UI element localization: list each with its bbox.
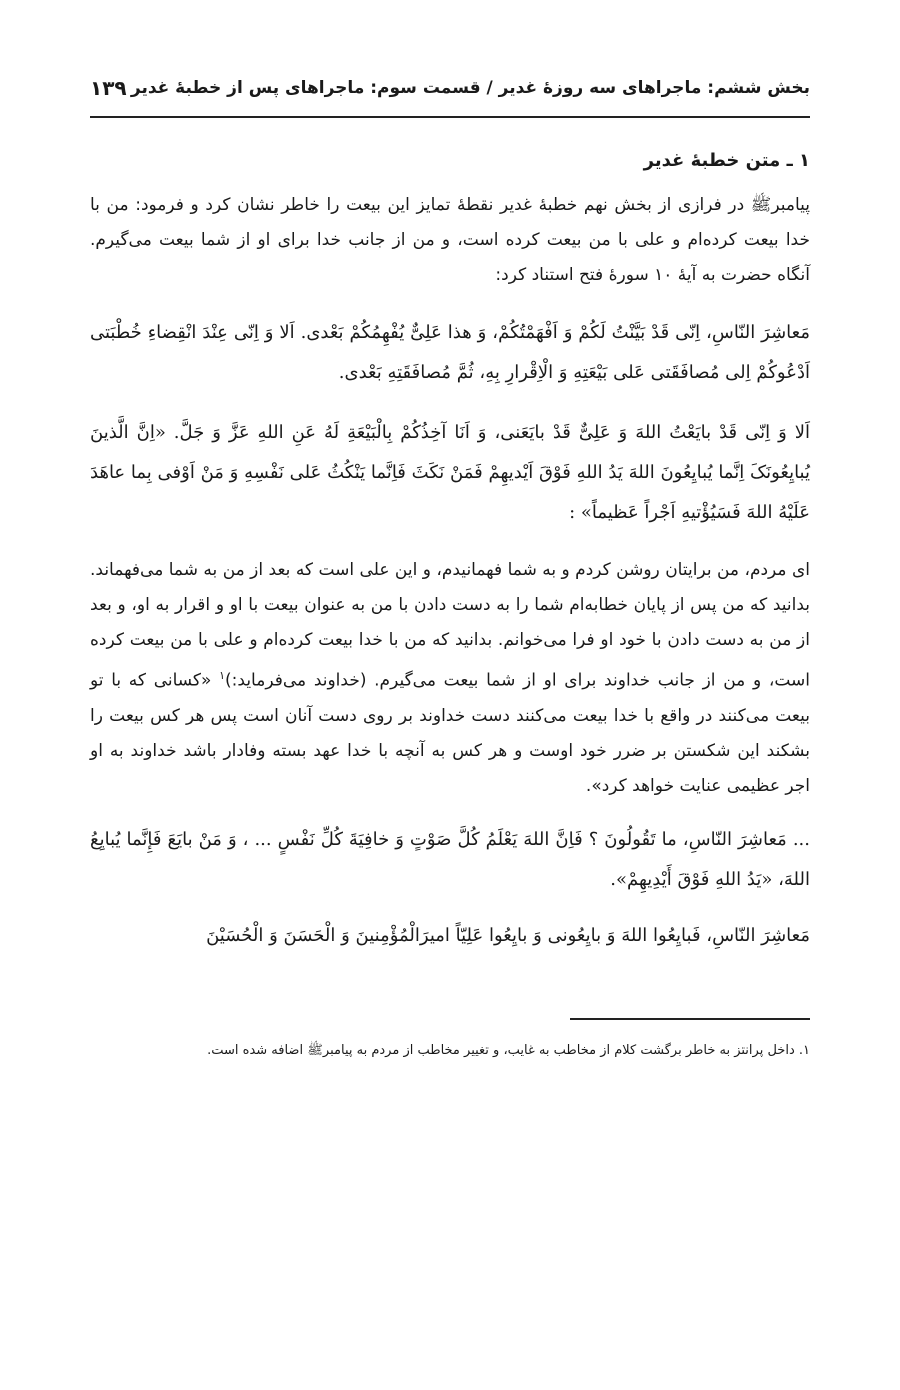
translation-text-part-2: «کسانی که با تو بیعت می‌کنند در واقع با خدا بیعت می‌کنند دست خداوند بر روی دست آنان است پس هر کس بیعت را بشکند این شکستن بر ضرر خود اوست و هر کس به آنچه با خدا عهد بسته وفادار باشد خداوند به او اجر عظیمی عنایت خواهد کرد».: [90, 670, 810, 796]
page-number: ۱۳۹: [90, 76, 127, 100]
footnote-reference[interactable]: ۱: [219, 669, 226, 682]
header-divider: [90, 116, 810, 118]
footnote-text: ۱. داخل پرانتز به خاطر برگشت کلام از مخاطب به غایب، و تغییر مخاطب از مردم به پیامبرﷺ اضافه شده است.: [207, 1043, 810, 1058]
arabic-quote-3: ... مَعاشِرَ النّاسِ، ما تَقُولُونَ ؟ فَاِنَّ اللهَ یَعْلَمُ کُلَّ صَوْتٍ وَ خافِیَةَ کُلِّ نَفْسٍ ... ، وَ مَنْ بایَعَ فَإِنَّما یُبایِعُ اللهَ، «یَدُ اللهِ فَوْقَ أَیْدِیهِمْ».: [90, 828, 810, 890]
intro-paragraph: پیامبرﷺ در فرازی از بخش نهم خطبهٔ غدیر نقطهٔ تمایز این بیعت را خاطر نشان کرد و فرمود: من با خدا بیعت کرده‌ام و علی با من بیعت کرده است، و من از جانب خدا برای او از شما بیعت می‌گیرم. آنگاه حضرت به آیهٔ ۱۰ سورهٔ فتح استناد کرد:: [90, 195, 810, 285]
arabic-quote-2: اَلا وَ اِنّی قَدْ بایَعْتُ اللهَ وَ عَلِیٌّ قَدْ بایَعَنی، وَ اَنَا آخِذُکُمْ بِالْبَیْعَةِ لَهُ عَنِ اللهِ عَزَّ وَ جَلَّ. «اِنَّ الَّذینَ یُبایِعُونَکَ اِنَّما یُبایِعُونَ اللهَ یَدُ اللهِ فَوْقَ اَیْدیهِمْ فَمَنْ نَکَثَ فَاِنَّما یَنْکُثُ عَلی نَفْسِهِ وَ مَنْ اَوْفی بِما عاهَدَ عَلَیْهُ اللهَ فَسَیُؤْتیهِ اَجْراً عَظیماً» :: [90, 422, 810, 523]
book-page: [90, 0, 810, 1390]
arabic-quote-1: مَعاشِرَ النّاسِ، اِنّی قَدْ بَیَّنْتُ لَکُمْ وَ اَفْهَمْتُکُمْ، وَ هذا عَلِیٌّ یُفْهِمُکُمْ بَعْدی. اَلا وَ اِنّی عِنْدَ انْقِضاءِ خُطْبَتی اَدْعُوکُمْ اِلی مُصافَقَتی عَلی بَیْعَتِهِ وَ الْاِقْرارِ بِهِ، ثُمَّ مُصافَقَتِهِ بَعْدی.: [90, 322, 810, 383]
page-body: [90, 148, 810, 956]
translation-text-part-1: ای مردم، من برایتان روشن کردم و به شما فهمانیدم، و این علی است که بعد از من به شما می‌فهماند. بدانید که من پس از پایان خطابه‌ام شما را به دست دادن با من به عنوان بیعت با او و اقرار به او، و بعد از من به دست دادن با خود او فرا می‌خوانم. بدانید که من با خدا بیعت کرده‌ام و علی با من بیعت کرده است، و من از جانب خداوند برای او از شما بیعت می‌گیرم. (خداوند می‌فرماید:): [90, 560, 810, 691]
page-header: [90, 70, 810, 106]
arabic-quote-4: مَعاشِرَ النّاسِ، فَبایِعُوا اللهَ وَ بایِعُونی وَ بایِعُوا عَلِیّاً امیرَالْمُؤْمِنینَ وَ الْحَسَنَ وَ الْحُسَیْنَ: [206, 924, 810, 946]
section-heading: ۱ ـ متن خطبهٔ غدیر: [643, 150, 810, 171]
footnote-divider: [570, 1018, 810, 1020]
running-title: بخش ششم: ماجراهای سه روزهٔ غدیر / قسمت سوم: ماجراهای پس از خطبهٔ غدیر: [130, 78, 810, 98]
translation-paragraph: [90, 553, 810, 804]
